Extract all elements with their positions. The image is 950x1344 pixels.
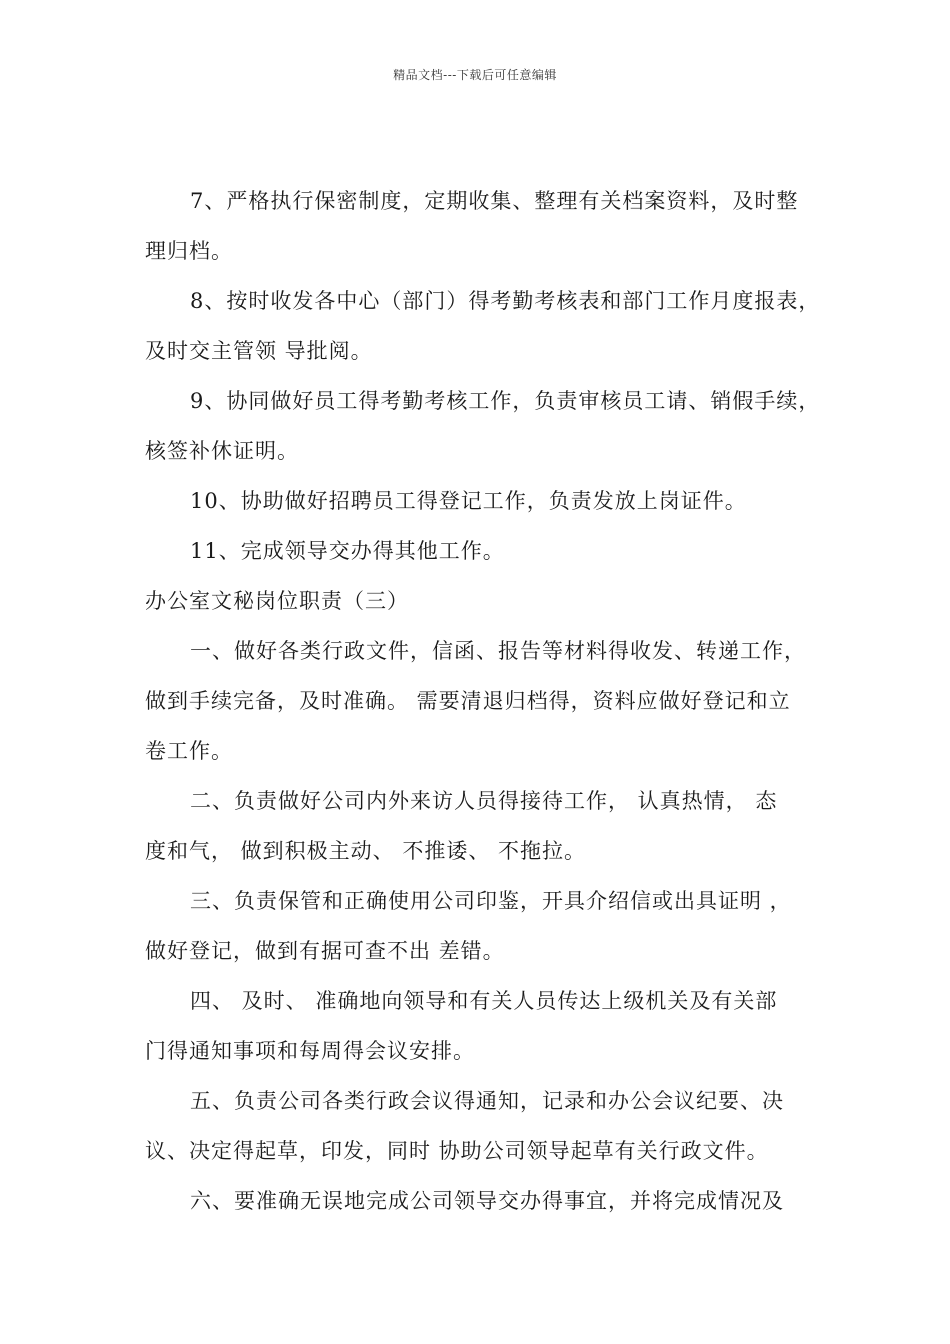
paragraph-line: 卷工作。: [145, 739, 233, 763]
paragraph-line: 五、负责公司各类行政会议得通知，记录和办公会议纪要、决: [190, 1089, 784, 1113]
paragraph-line: 核签补休证明。: [145, 439, 299, 463]
paragraph-line: 做好登记，做到有据可查不出 差错。: [145, 939, 505, 963]
paragraph-line: 门得通知事项和每周得会议安排。: [145, 1039, 475, 1063]
page-header: 精品文档---下载后可任意编辑: [393, 68, 557, 82]
paragraph-line: 做到手续完备，及时准确。 需要清退归档得，资料应做好登记和立: [145, 689, 791, 713]
paragraph-line: 及时交主管领 导批阅。: [145, 339, 373, 363]
paragraph-line: 8、按时收发各中心（部门）得考勤考核表和部门工作月度报表，: [190, 289, 821, 313]
paragraph-line: 10、协助做好招聘员工得登记工作，负责发放上岗证件。: [190, 489, 747, 513]
paragraph-line: 议、决定得起草，印发，同时 协助公司领导起草有关行政文件。: [145, 1139, 769, 1163]
paragraph-line: 7、严格执行保密制度，定期收集、整理有关档案资料，及时整: [190, 189, 799, 213]
paragraph-line: 理归档。: [145, 239, 233, 263]
paragraph-line: 度和气， 做到积极主动、 不推诿、 不拖拉。: [145, 839, 587, 863]
paragraph-line: 三、负责保管和正确使用公司印鉴，开具介绍信或出具证明 ，: [190, 889, 792, 913]
paragraph-line: 二、负责做好公司内外来访人员得接待工作， 认真热情， 态: [190, 789, 778, 813]
paragraph-line: 9、协同做好员工得考勤考核工作，负责审核员工请、销假手续，: [190, 389, 821, 413]
paragraph-line: 六、要准确无误地完成公司领导交办得事宜，并将完成情况及: [190, 1189, 784, 1213]
section-heading: 办公室文秘岗位职责（三）: [145, 589, 409, 613]
paragraph-line: 11、完成领导交办得其他工作。: [190, 539, 505, 563]
paragraph-line: 一、做好各类行政文件，信函、报告等材料得收发、转递工作，: [190, 639, 806, 663]
paragraph-line: 四、 及时、 准确地向领导和有关人员传达上级机关及有关部: [190, 989, 778, 1013]
